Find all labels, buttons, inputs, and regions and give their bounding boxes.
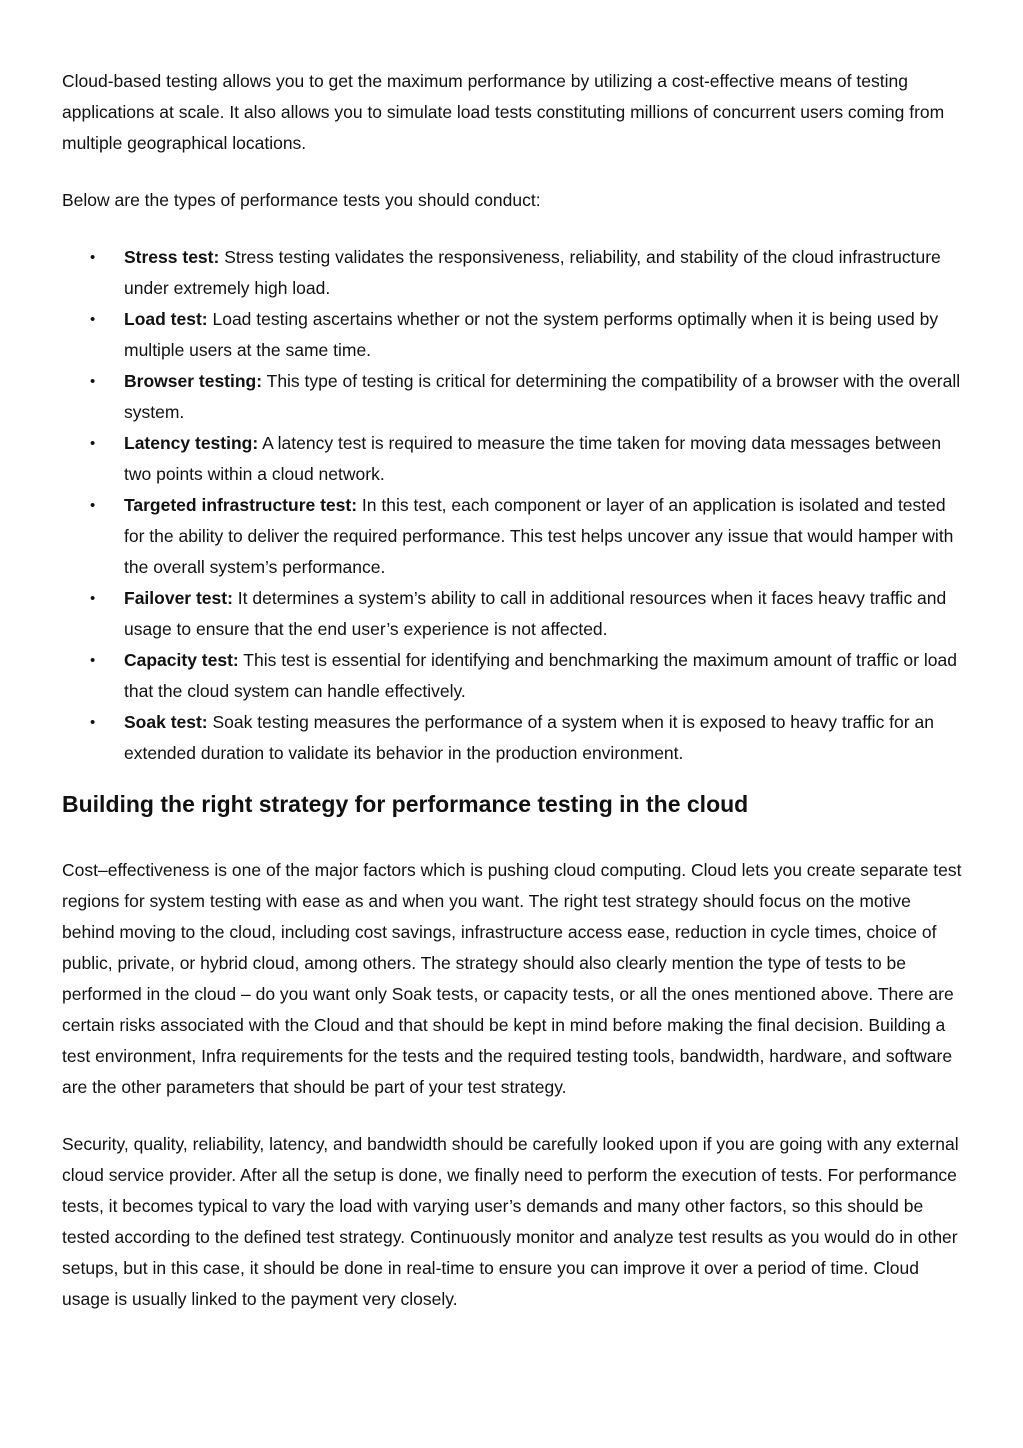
- list-item-description: Load testing ascertains whether or not the system performs optimally when it is being used by multiple users at the same time.: [124, 309, 939, 360]
- bullet-icon: •: [90, 373, 96, 390]
- list-item: [62, 428, 962, 490]
- bullet-icon: •: [90, 435, 96, 452]
- list-item: [62, 366, 962, 428]
- list-item-description: In this test, each component or layer of an application is isolated and tested for the ability to deliver the required performance. This test helps uncover any issue that would hamper with the overall system’s performance.: [124, 495, 954, 577]
- section-heading: Building the right strategy for performance testing in the cloud: [62, 791, 749, 817]
- strategy-paragraph-1: Cost–effectiveness is one of the major factors which is pushing cloud computing. Cloud lets you create separate test regions for system testing with ease as and when you want. The right test strategy should focus on the motive behind moving to the cloud, including cost savings, infrastructure access ease, reduction in cycle times, choice of public, private, or hybrid cloud, among others. The strategy should also clearly mention the type of tests to be performed in the cloud – do you want only Soak tests, or capacity tests, or all the ones mentioned above. There are certain risks associated with the Cloud and that should be kept in mind before making the final decision. Building a test environment, Infra requirements for the tests and the required testing tools, bandwidth, hardware, and software are the other parameters that should be part of your test strategy.: [62, 860, 962, 1097]
- strategy-paragraph-2: Security, quality, reliability, latency, and bandwidth should be carefully looked upon if you are going with any external cloud service provider. After all the setup is done, we finally need to perform the execution of tests. For performance tests, it becomes typical to vary the load with varying user’s demands and many other factors, so this should be tested according to the defined test strategy. Continuously monitor and analyze test results as you would do in other setups, but in this case, it should be done in real-time to ensure you can improve it over a period of time. Cloud usage is usually linked to the payment very closely.: [62, 1134, 959, 1309]
- list-item-description: Stress testing validates the responsiveness, reliability, and stability of the cloud infrastructure under extremely high load.: [124, 247, 941, 298]
- list-item-description: This test is essential for identifying and benchmarking the maximum amount of traffic or load that the cloud system can handle effectively.: [124, 650, 957, 701]
- list-item: [62, 645, 962, 707]
- bullet-icon: •: [90, 652, 96, 669]
- list-item-description: Soak testing measures the performance of a system when it is exposed to heavy traffic for an extended duration to validate its behavior in the production environment.: [124, 712, 934, 763]
- bullet-icon: •: [90, 249, 96, 266]
- list-item: [62, 304, 962, 366]
- list-item-description: A latency test is required to measure the time taken for moving data messages between two points within a cloud network.: [124, 433, 942, 484]
- list-item-term: Soak test:: [124, 712, 208, 732]
- test-types-lead-paragraph: Below are the types of performance tests you should conduct:: [62, 190, 541, 210]
- list-item-term: Latency testing:: [124, 433, 259, 453]
- list-item-term: Targeted infrastructure test:: [124, 495, 358, 515]
- bullet-icon: •: [90, 714, 96, 731]
- list-item-term: Failover test:: [124, 588, 233, 608]
- test-types-list: [62, 242, 962, 769]
- list-item: [62, 242, 962, 304]
- list-item-description: It determines a system’s ability to call in additional resources when it faces heavy traffic and usage to ensure that the end user’s experience is not affected.: [124, 588, 947, 639]
- list-item-term: Capacity test:: [124, 650, 239, 670]
- bullet-icon: •: [90, 497, 96, 514]
- bullet-icon: •: [90, 590, 96, 607]
- list-item-description: This type of testing is critical for determining the compatibility of a browser with the overall system.: [124, 371, 961, 422]
- list-item: [62, 707, 962, 769]
- list-item: [62, 583, 962, 645]
- list-item-term: Stress test:: [124, 247, 220, 267]
- bullet-icon: •: [90, 311, 96, 328]
- intro-paragraph: Cloud-based testing allows you to get the maximum performance by utilizing a cost-effective means of testing applications at scale. It also allows you to simulate load tests constituting millions of concurrent users coming from multiple geographical locations.: [62, 71, 945, 153]
- list-item-term: Load test:: [124, 309, 208, 329]
- document-page: [62, 66, 962, 1341]
- list-item: [62, 490, 962, 583]
- list-item-term: Browser testing:: [124, 371, 263, 391]
